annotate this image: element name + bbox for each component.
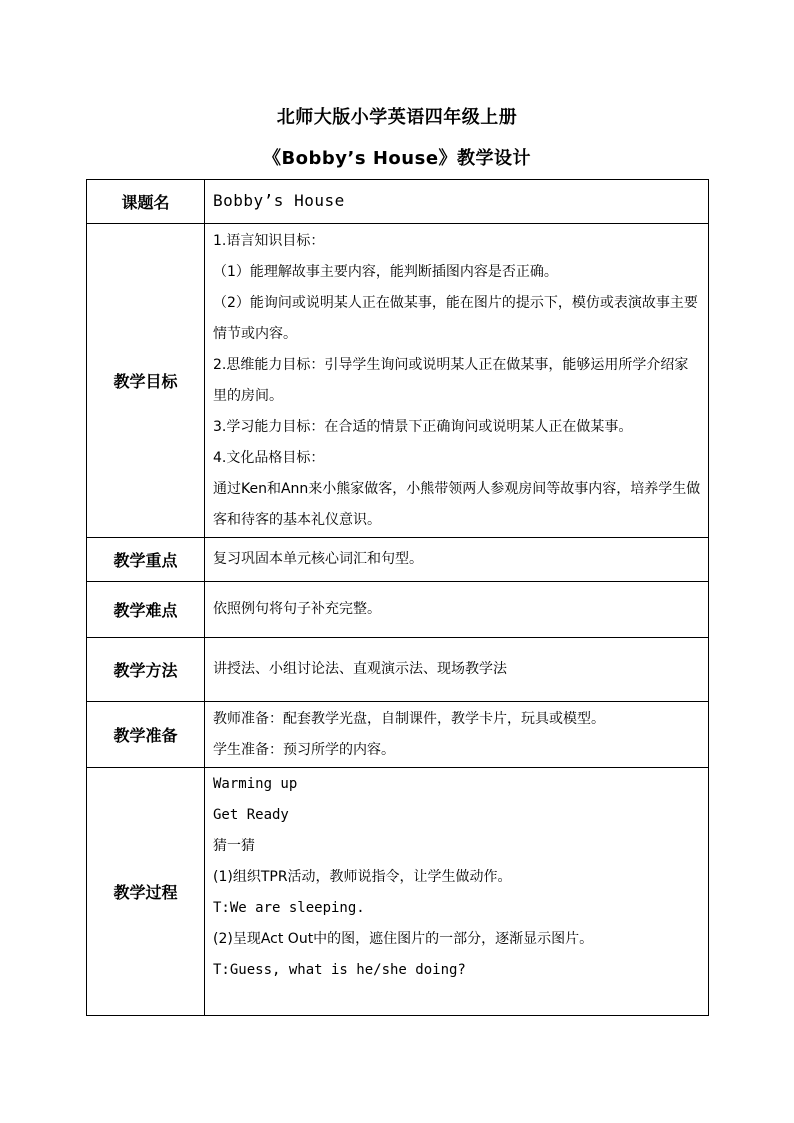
table-row-process [87,768,709,1016]
objective-line: 通过Ken和Ann来小熊家做客，小熊带领两人参观房间等故事内容，培养学生做客和待客的基本礼仪意识。 [213,480,701,528]
preparation-cell [205,702,709,768]
process-line: Warming up [213,776,298,792]
topic-label: 课题名 [87,180,205,224]
table-row-difficulties [87,582,709,638]
methods-value: 讲授法、小组讨论法、直观演示法、现场教学法 [205,638,709,702]
process-line: Get Ready [213,807,289,823]
methods-label: 教学方法 [87,638,205,702]
document-subtitle: 《Bobby’s House》教学设计 [262,148,532,169]
table-row-preparation [87,702,709,768]
topic-value: Bobby’s House [213,191,345,210]
process-line: T:We are sleeping. [213,900,365,916]
difficulties-label: 教学难点 [87,582,205,638]
topic-cell [205,180,709,224]
preparation-label: 教学准备 [87,702,205,768]
key-points-value: 复习巩固本单元核心词汇和句型。 [205,538,709,582]
key-points-label: 教学重点 [87,538,205,582]
process-label: 教学过程 [87,768,205,1016]
objectives-label: 教学目标 [87,224,205,538]
objectives-cell [205,224,709,538]
table-row-topic [87,180,709,224]
objective-line: 1.语言知识目标： [213,232,325,249]
process-line: T:Guess, what is he/she doing? [213,962,466,978]
table-row-key-points [87,538,709,582]
process-line: 猜一猜 [213,838,255,854]
process-line: (1)组织TPR活动，教师说指令，让学生做动作。 [213,869,512,885]
objective-line: （2）能询问或说明某人正在做某事，能在图片的提示下，模仿或表演故事主要情节或内容。 [213,294,698,342]
table-row-methods [87,638,709,702]
table-row-objectives [87,224,709,538]
preparation-line: 教师准备：配套教学光盘，自制课件，教学卡片，玩具或模型。 [213,710,605,727]
objective-line: 3.学习能力目标：在合适的情景下正确询问或说明某人正在做某事。 [213,418,633,435]
lesson-plan-table [86,179,709,1016]
preparation-line: 学生准备：预习所学的内容。 [213,741,395,758]
process-cell [205,768,709,1016]
objective-line: （1）能理解故事主要内容，能判断插图内容是否正确。 [213,263,558,280]
difficulties-value: 依照例句将句子补充完整。 [205,582,709,638]
objective-line: 4.文化品格目标： [213,449,325,466]
objective-line: 2.思维能力目标：引导学生询问或说明某人正在做某事，能够运用所学介绍家里的房间。 [213,356,689,404]
process-line: (2)呈现Act Out中的图，遮住图片的一部分，逐渐显示图片。 [213,931,594,947]
document-title: 北师大版小学英语四年级上册 [276,107,518,128]
